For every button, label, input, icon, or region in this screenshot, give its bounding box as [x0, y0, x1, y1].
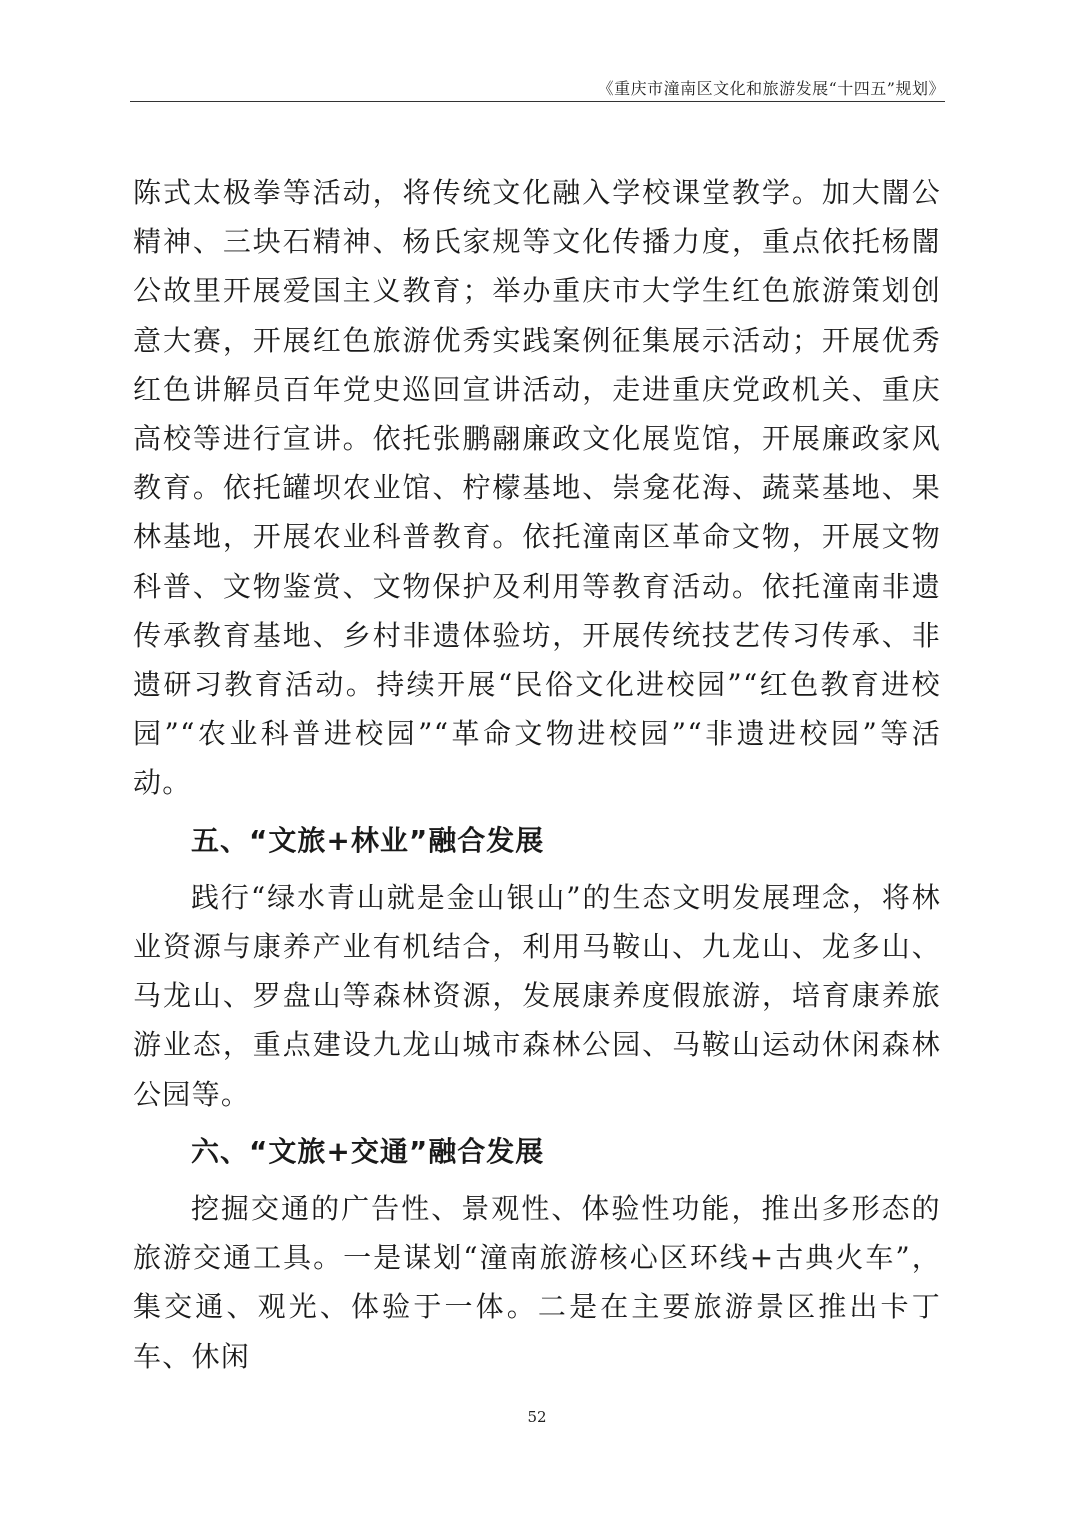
- paragraph-forestry: 践行“绿水青山就是金山银山”的生态文明发展理念，将林业资源与康养产业有机结合，利用马鞍山、九龙山、龙多山、马龙山、罗盘山等森林资源，发展康养度假旅游，培育康养旅游业态，重点建设九龙山城市森林公园、马鞍山运动休闲森林公园等。: [133, 880, 941, 1111]
- spacer: [133, 1119, 941, 1127]
- spacer: [133, 808, 941, 816]
- header-divider: [130, 101, 945, 102]
- running-header: 《重庆市潼南区文化和旅游发展“十四五”规划》: [597, 79, 945, 98]
- page-number: 52: [527, 1408, 547, 1426]
- paragraph-education: 陈式太极拳等活动，将传统文化融入学校课堂教学。加大闇公精神、三块石精神、杨氏家规等文化传播力度，重点依托杨闇公故里开展爱国主义教育；举办重庆市大学生红色旅游策划创意大赛，开展红色旅游优秀实践案例征集展示活动；开展优秀红色讲解员百年党史巡回宣讲活动，走进重庆党政机关、重庆高校等进行宣讲。依托张鹏翮廉政文化展览馆，开展廉政家风教育。依托罐坝农业馆、柠檬基地、崇龛花海、蔬菜基地、果林基地，开展农业科普教育。依托潼南区革命文物，开展文物科普、文物鉴赏、文物保护及利用等教育活动。依托潼南非遗传承教育基地、乡村非遗体验坊，开展传统技艺传习传承、非遗研习教育活动。持续开展“民俗文化进校园”“红色教育进校园”“农业科普进校园”“革命文物进校园”“非遗进校园”等活动。: [133, 176, 941, 800]
- spacer: [133, 1176, 941, 1184]
- section-heading-forestry: 五、“文旅+林业”融合发展: [191, 823, 545, 857]
- spacer: [133, 865, 941, 873]
- page-body: [133, 168, 941, 1381]
- section-heading-transport: 六、“文旅+交通”融合发展: [191, 1134, 545, 1168]
- paragraph-transport: 挖掘交通的广告性、景观性、体验性功能，推出多形态的旅游交通工具。一是谋划“潼南旅游核心区环线+古典火车”，集交通、观光、体验于一体。二是在主要旅游景区推出卡丁车、休闲: [133, 1192, 941, 1373]
